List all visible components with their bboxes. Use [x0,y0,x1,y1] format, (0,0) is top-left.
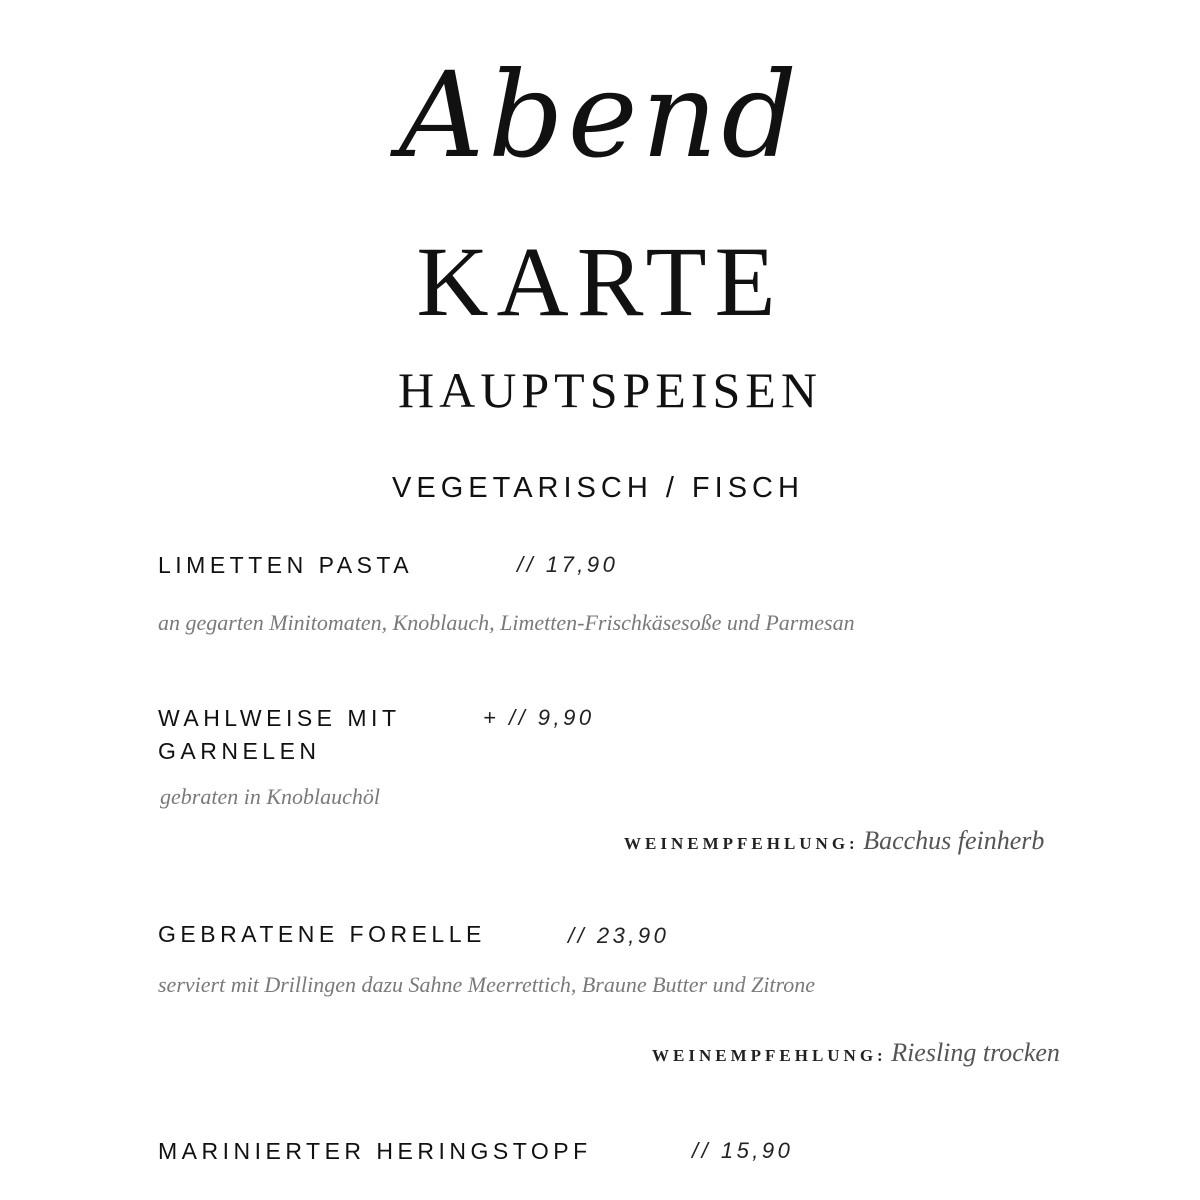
script-title-text: Abend [398,46,802,184]
dish-price-limetten-pasta: // 17,90 [517,552,619,577]
dish-name-garnelen-line2: GARNELEN [158,738,321,764]
dish-name-gebratene-forelle: GEBRATENE FORELLE [158,921,486,947]
wine-name: Bacchus feinherb [863,826,1045,855]
wine-recommendation-riesling [652,1036,1060,1074]
dish-name-garnelen-line1: WAHLWEISE MIT [158,705,401,731]
page-subtitle: HAUPTSPEISEN [398,362,822,418]
dish-price-gebratene-forelle: // 23,90 [568,923,670,948]
dish-name-limetten-pasta: LIMETTEN PASTA [158,552,414,578]
script-title [0,40,1200,190]
dish-price-heringstopf: // 15,90 [692,1138,794,1163]
dish-description-garnelen: gebraten in Knoblauchöl [160,784,380,809]
dish-description-limetten-pasta: an gegarten Minitomaten, Knoblauch, Limetten-Frischkäsesoße und Parmesan [158,610,855,635]
section-title: VEGETARISCH / FISCH [392,472,804,504]
wine-recommendation-bacchus [624,824,1044,862]
dish-description-gebratene-forelle: serviert mit Drillingen dazu Sahne Meerrettich, Braune Butter und Zitrone [158,972,816,997]
wine-name: Riesling trocken [891,1038,1060,1067]
dish-price-garnelen: + // 9,90 [483,705,595,730]
wine-label: WEINEMPFEHLUNG: [624,834,859,853]
page-title: KARTE [416,226,784,337]
dish-name-heringstopf: MARINIERTER HERINGSTOPF [158,1138,592,1164]
wine-label: WEINEMPFEHLUNG: [652,1046,887,1065]
